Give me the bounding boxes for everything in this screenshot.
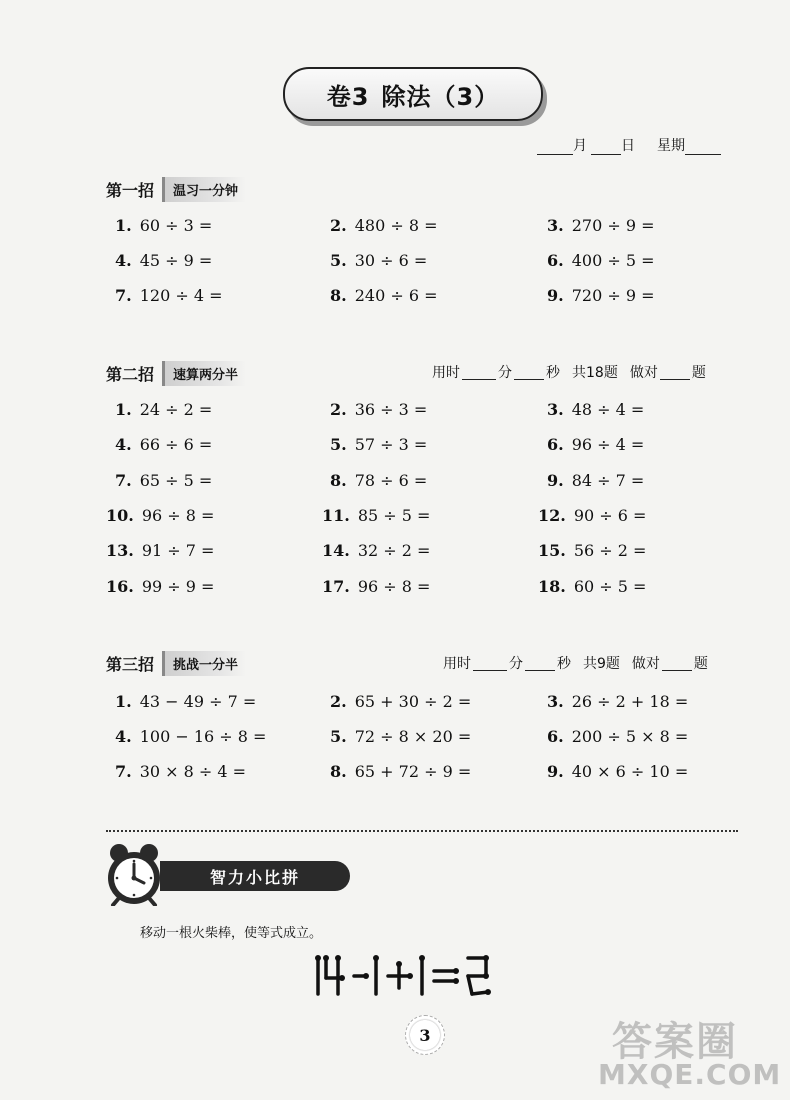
problem-number: 11. xyxy=(322,506,350,525)
problem-expression: 57 ÷ 3 = xyxy=(354,435,428,454)
problem-s2-5 xyxy=(330,435,427,454)
section1-label: 第一招 xyxy=(106,181,155,200)
problem-number: 12. xyxy=(538,506,566,525)
problem-expression: 65 + 72 ÷ 9 = xyxy=(354,762,472,781)
problem-s1-6 xyxy=(547,251,655,270)
problem-number: 2. xyxy=(330,692,347,711)
problem-number: 16. xyxy=(106,577,134,596)
problem-s2-4 xyxy=(115,435,212,454)
problem-s2-11 xyxy=(322,506,430,525)
problem-s1-9 xyxy=(547,286,655,305)
seconds-blank[interactable] xyxy=(525,656,555,671)
problem-number: 3. xyxy=(547,216,564,235)
problem-s1-2 xyxy=(330,216,438,235)
section2-header xyxy=(106,361,246,386)
problem-number: 4. xyxy=(115,251,132,270)
alarm-clock-icon xyxy=(105,842,163,906)
problem-expression: 48 ÷ 4 = xyxy=(571,400,645,419)
problem-s2-10 xyxy=(106,506,214,525)
problem-number: 1. xyxy=(115,692,132,711)
volume-label: 卷3 xyxy=(326,82,370,111)
watermark-url: MXQE.COM xyxy=(598,1058,782,1091)
used-time-label: 用时 xyxy=(432,365,460,381)
problem-s2-18 xyxy=(538,577,646,596)
problem-number: 6. xyxy=(547,727,564,746)
problem-number: 8. xyxy=(330,471,347,490)
correct-blank[interactable] xyxy=(662,656,692,671)
problem-expression: 45 ÷ 9 = xyxy=(139,251,213,270)
problem-s2-8 xyxy=(330,471,427,490)
weekday-label: 星期 xyxy=(657,138,685,154)
contest-title: 智力小比拼 xyxy=(160,861,350,891)
problem-expression: 90 ÷ 6 = xyxy=(573,506,647,525)
problem-s2-9 xyxy=(547,471,644,490)
minutes-label: 分 xyxy=(498,365,512,381)
section3-tag: 挑战一分半 xyxy=(162,651,246,676)
problem-s1-1 xyxy=(115,216,212,235)
problem-number: 10. xyxy=(106,506,134,525)
problem-expression: 60 ÷ 3 = xyxy=(139,216,213,235)
dotted-divider xyxy=(106,830,738,832)
problem-number: 9. xyxy=(547,471,564,490)
puzzle-instruction: 移动一根火柴棒，使等式成立。 xyxy=(140,926,323,941)
problem-expression: 40 × 6 ÷ 10 = xyxy=(571,762,689,781)
used-time-label: 用时 xyxy=(443,656,471,672)
section1-tag: 温习一分钟 xyxy=(162,177,246,202)
problem-s3-7 xyxy=(115,762,246,781)
problem-expression: 26 ÷ 2 + 18 = xyxy=(571,692,689,711)
correct-blank[interactable] xyxy=(660,365,690,380)
minutes-label: 分 xyxy=(509,656,523,672)
problem-expression: 24 ÷ 2 = xyxy=(139,400,213,419)
section2-tag: 速算两分半 xyxy=(162,361,246,386)
problem-s3-1 xyxy=(115,692,256,711)
problem-s2-3 xyxy=(547,400,644,419)
problem-s2-7 xyxy=(115,471,212,490)
problem-number: 2. xyxy=(330,400,347,419)
problem-s1-5 xyxy=(330,251,427,270)
total-count: 共18题 xyxy=(572,365,618,381)
section2-label: 第二招 xyxy=(106,365,155,384)
problem-expression: 270 ÷ 9 = xyxy=(571,216,655,235)
problem-number: 13. xyxy=(106,541,134,560)
problem-number: 9. xyxy=(547,286,564,305)
unit-label: 题 xyxy=(693,656,708,672)
problem-expression: 78 ÷ 6 = xyxy=(354,471,428,490)
problem-number: 14. xyxy=(322,541,350,560)
section1-header xyxy=(106,177,246,202)
problem-expression: 66 ÷ 6 = xyxy=(139,435,213,454)
problem-expression: 32 ÷ 2 = xyxy=(357,541,431,560)
problem-expression: 36 ÷ 3 = xyxy=(354,400,428,419)
problem-number: 3. xyxy=(547,692,564,711)
problem-expression: 84 ÷ 7 = xyxy=(571,471,645,490)
correct-label: 做对 xyxy=(631,656,660,672)
problem-s3-2 xyxy=(330,692,471,711)
problem-number: 18. xyxy=(538,577,566,596)
problem-number: 7. xyxy=(115,286,132,305)
problem-number: 6. xyxy=(547,251,564,270)
problem-number: 8. xyxy=(330,762,347,781)
problem-s2-6 xyxy=(547,435,644,454)
problem-expression: 43 − 49 ÷ 7 = xyxy=(139,692,257,711)
problem-s2-14 xyxy=(322,541,430,560)
problem-number: 6. xyxy=(547,435,564,454)
problem-number: 4. xyxy=(115,435,132,454)
problem-expression: 72 ÷ 8 × 20 = xyxy=(354,727,472,746)
problem-number: 3. xyxy=(547,400,564,419)
problem-number: 15. xyxy=(538,541,566,560)
problem-expression: 400 ÷ 5 = xyxy=(571,251,655,270)
problem-s2-17 xyxy=(322,577,430,596)
date-line xyxy=(537,135,721,155)
problem-expression: 65 ÷ 5 = xyxy=(139,471,213,490)
problem-expression: 96 ÷ 4 = xyxy=(571,435,645,454)
total-count: 共9题 xyxy=(583,656,620,672)
problem-expression: 480 ÷ 8 = xyxy=(354,216,438,235)
problem-s2-13 xyxy=(106,541,214,560)
problem-number: 7. xyxy=(115,471,132,490)
problem-expression: 200 ÷ 5 × 8 = xyxy=(571,727,689,746)
topic-label: 除法（3） xyxy=(381,82,500,111)
section2-timer xyxy=(432,362,706,382)
problem-s2-12 xyxy=(538,506,646,525)
problem-s3-3 xyxy=(547,692,688,711)
problem-expression: 240 ÷ 6 = xyxy=(354,286,438,305)
problem-expression: 96 ÷ 8 = xyxy=(141,506,215,525)
problem-number: 2. xyxy=(330,216,347,235)
problem-number: 1. xyxy=(115,400,132,419)
section3-timer xyxy=(443,653,708,673)
minutes-blank[interactable] xyxy=(473,656,507,671)
problem-s3-9 xyxy=(547,762,688,781)
problem-expression: 30 ÷ 6 = xyxy=(354,251,428,270)
unit-label: 题 xyxy=(691,365,706,381)
problem-s2-1 xyxy=(115,400,212,419)
section3-header xyxy=(106,651,246,676)
problem-s3-5 xyxy=(330,727,471,746)
problem-expression: 99 ÷ 9 = xyxy=(141,577,215,596)
problem-number: 7. xyxy=(115,762,132,781)
problem-number: 1. xyxy=(115,216,132,235)
problem-s3-4 xyxy=(115,727,266,746)
problem-expression: 56 ÷ 2 = xyxy=(573,541,647,560)
problem-number: 8. xyxy=(330,286,347,305)
problem-number: 4. xyxy=(115,727,132,746)
problem-expression: 120 ÷ 4 = xyxy=(139,286,223,305)
problem-expression: 85 ÷ 5 = xyxy=(357,506,431,525)
page-title xyxy=(283,67,543,121)
problem-s1-7 xyxy=(115,286,223,305)
matchstick-puzzle-figure xyxy=(312,952,534,1000)
correct-label: 做对 xyxy=(629,365,658,381)
problem-s2-16 xyxy=(106,577,214,596)
seconds-blank[interactable] xyxy=(514,365,544,380)
problem-expression: 100 − 16 ÷ 8 = xyxy=(139,727,267,746)
page-number: 3 xyxy=(405,1015,445,1055)
problem-s3-6 xyxy=(547,727,688,746)
seconds-label: 秒 xyxy=(557,656,571,672)
problem-number: 9. xyxy=(547,762,564,781)
problem-s1-8 xyxy=(330,286,438,305)
problem-number: 5. xyxy=(330,251,347,270)
problem-s1-4 xyxy=(115,251,212,270)
problem-s2-15 xyxy=(538,541,646,560)
seconds-label: 秒 xyxy=(546,365,560,381)
watermark-text: 答案圈 xyxy=(612,1019,738,1065)
problem-expression: 96 ÷ 8 = xyxy=(357,577,431,596)
problem-expression: 91 ÷ 7 = xyxy=(141,541,215,560)
problem-s1-3 xyxy=(547,216,655,235)
month-label: 月 xyxy=(573,138,587,154)
problem-number: 5. xyxy=(330,435,347,454)
day-label: 日 xyxy=(621,138,635,154)
day-blank[interactable] xyxy=(591,140,621,155)
problem-s2-2 xyxy=(330,400,427,419)
problem-expression: 30 × 8 ÷ 4 = xyxy=(139,762,247,781)
problem-number: 5. xyxy=(330,727,347,746)
problem-expression: 65 + 30 ÷ 2 = xyxy=(354,692,472,711)
minutes-blank[interactable] xyxy=(462,365,496,380)
problem-s3-8 xyxy=(330,762,471,781)
weekday-blank[interactable] xyxy=(685,140,721,155)
problem-expression: 60 ÷ 5 = xyxy=(573,577,647,596)
problem-expression: 720 ÷ 9 = xyxy=(571,286,655,305)
section3-label: 第三招 xyxy=(106,655,155,674)
problem-number: 17. xyxy=(322,577,350,596)
month-blank[interactable] xyxy=(537,140,573,155)
